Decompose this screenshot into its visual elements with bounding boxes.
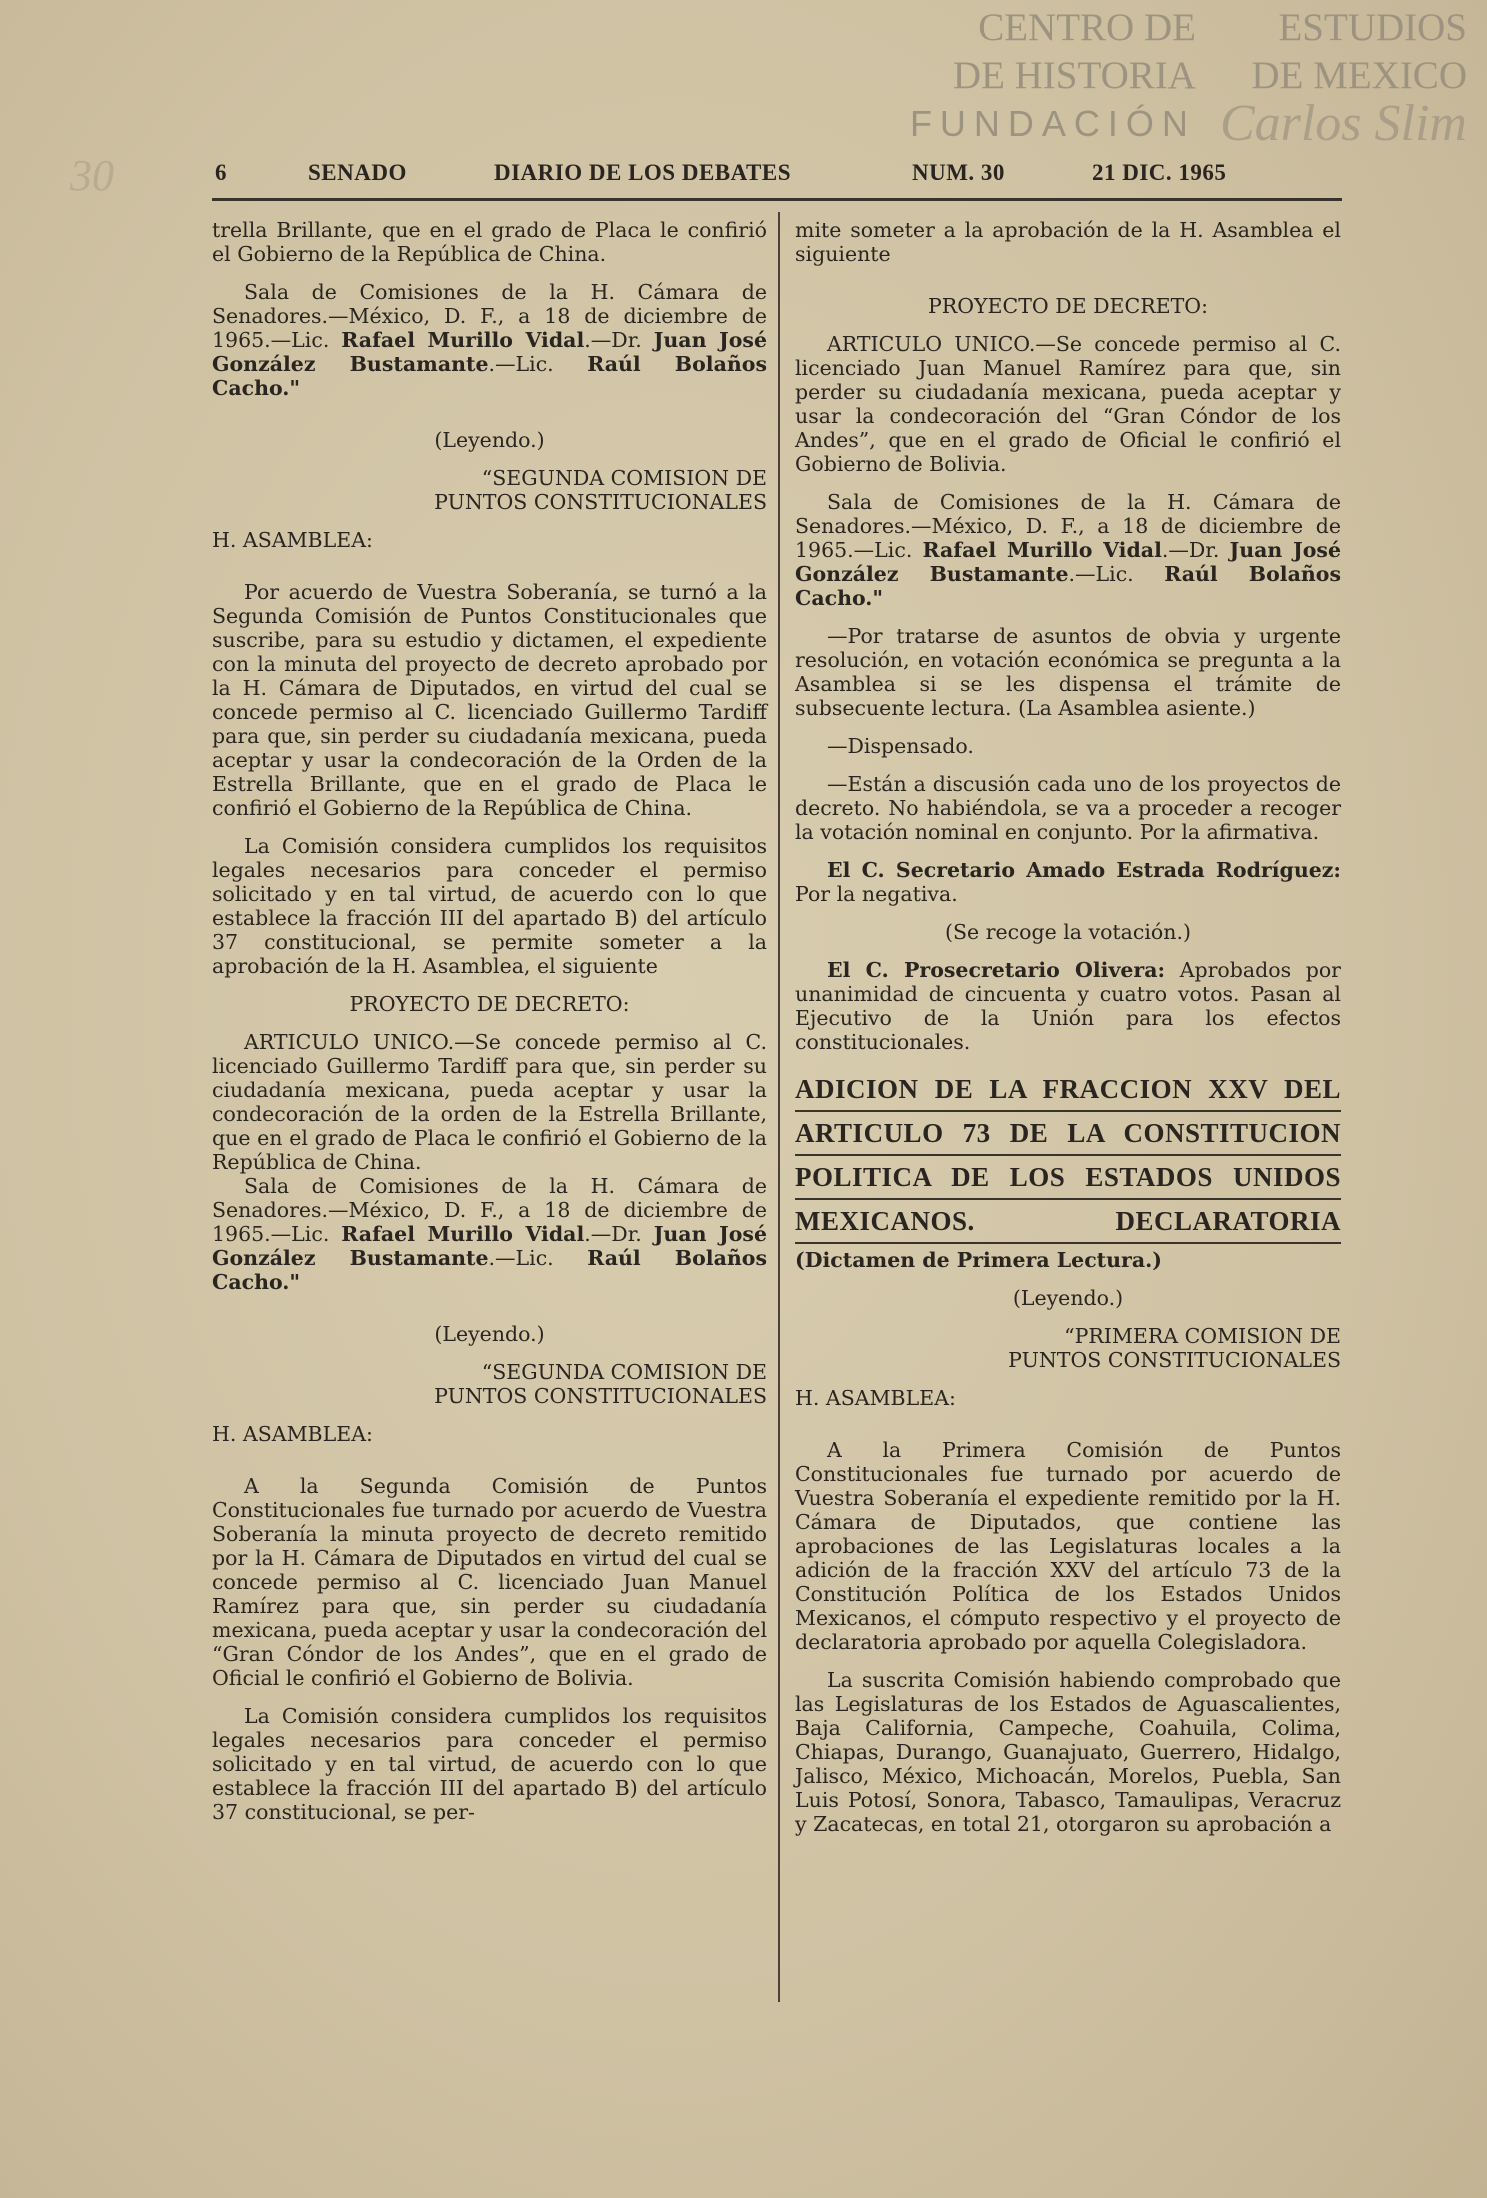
watermark-line: CENTRO DE [978, 6, 1196, 49]
paragraph: —Están a discusión cada uno de los proyectos de decreto. No habiéndola, se va a proceder a recoger la votación nominal en conjunto. Por la afirmativa. [795, 772, 1341, 844]
stage-direction: (Leyendo.) [434, 1322, 545, 1346]
paragraph: La Comisión considera cumplidos los requisitos legales necesarios para conceder el permiso solicitado y en tal virtud, de acuerdo con lo que establece la fracción III del apartado B) del artículo 37 constitucional, se per- [212, 1704, 767, 1824]
running-header [212, 160, 1342, 190]
committee-heading: “PRIMERA COMISION DE PUNTOS CONSTITUCIONALES [1008, 1324, 1341, 1372]
paragraph: ARTICULO UNICO.—Se concede permiso al C. licenciado Guillermo Tardiff para que, sin perder su ciudadanía mexicana, pueda aceptar y usar la condecoración de la orden de la Estrella Brillante, que en el grado de Placa le confirió el Gobierno de la República de China. [212, 1030, 767, 1174]
paragraph: —Dispensado. [827, 734, 974, 758]
header-number: NUM. 30 [912, 160, 1005, 185]
header-rule [212, 198, 1342, 201]
paragraph: mite someter a la aprobación de la H. Asamblea el siguiente [795, 218, 1341, 266]
page-number: 6 [215, 160, 227, 185]
paragraph: A la Segunda Comisión de Puntos Constitucionales fue turnado por acuerdo de Vuestra Soberanía la minuta proyecto de decreto remitido por la H. Cámara de Diputados en virtud del cual se concede permiso al C. licenciado Juan Manuel Ramírez para que, sin perder su ciudadanía mexicana, pueda aceptar y usar la condecoración del “Gran Cóndor de los Andes”, que en el grado de Oficial le confirió el Gobierno de Bolivia. [212, 1474, 767, 1690]
stage-direction: (Se recoge la votación.) [945, 920, 1191, 944]
watermark-line: DE MEXICO [1251, 54, 1467, 97]
decree-heading: PROYECTO DE DECRETO: [927, 294, 1208, 318]
paragraph: ARTICULO UNICO.—Se concede permiso al C. licenciado Juan Manuel Ramírez para que, sin perder su ciudadanía mexicana, pueda aceptar y usar la condecoración del “Gran Cóndor de los Andes”, que en el grado de Oficial le confirió el Gobierno de Bolivia. [795, 332, 1341, 476]
paragraph: La Comisión considera cumplidos los requisitos legales necesarios para conceder el permiso solicitado y en tal virtud, de acuerdo con lo que establece la fracción III del apartado B) del artículo 37 constitucional, se permite someter a la aprobación de la H. Asamblea, el siguiente [212, 834, 767, 978]
signature-paragraph: Sala de Comisiones de la H. Cámara de Senadores.—México, D. F., a 18 de diciembre de 1965.—Lic. Rafael Murillo Vidal.—Dr. Juan José González Bustamante.—Lic. Raúl Bolaños Cacho." [212, 280, 767, 400]
signature-paragraph: Sala de Comisiones de la H. Cámara de Senadores.—México, D. F., a 18 de diciembre de 1965.—Lic. Rafael Murillo Vidal.—Dr. Juan José González Bustamante.—Lic. Raúl Bolaños Cacho." [212, 1174, 767, 1294]
paragraph: trella Brillante, que en el grado de Placa le confirió el Gobierno de la República de China. [212, 218, 767, 266]
salutation: H. ASAMBLEA: [795, 1386, 956, 1410]
section-heading: ADICION DE LA FRACCION XXV DEL ARTICULO 73 DE LA CONSTITUCION POLITICA DE LOS ESTADOS UNIDOS MEXICANOS. DECLARATORIA [795, 1068, 1341, 1244]
watermark-foundation: FUNDACIÓN [909, 103, 1196, 144]
paragraph: —Por tratarse de asuntos de obvia y urgente resolución, en votación económica se pregunta a la Asamblea si se les dispensa el trámite de subsecuente lectura. (La Asamblea asiente.) [795, 624, 1341, 720]
right-column [795, 218, 1341, 1850]
header-title: DIARIO DE LOS DEBATES [494, 160, 792, 185]
header-date: 21 DIC. 1965 [1092, 160, 1227, 185]
watermark-line: ESTUDIOS [1278, 6, 1467, 49]
watermark [909, 4, 1467, 152]
signature-paragraph: Sala de Comisiones de la H. Cámara de Senadores.—México, D. F., a 18 de diciembre de 1965.—Lic. Rafael Murillo Vidal.—Dr. Juan José González Bustamante.—Lic. Raúl Bolaños Cacho." [795, 490, 1341, 610]
stage-direction: (Leyendo.) [434, 428, 545, 452]
left-column [212, 218, 767, 1838]
decree-heading: PROYECTO DE DECRETO: [349, 992, 630, 1016]
watermark-signature: Carlos Slim [1219, 95, 1467, 152]
paragraph: A la Primera Comisión de Puntos Constitucionales fue turnado por acuerdo de Vuestra Soberanía el expediente remitido por la H. Cámara de Diputados, que contiene las aprobaciones de las Legislaturas locales a la adición de la fracción XXV del artículo 73 de la Constitución Política de los Estados Unidos Mexicanos, el cómputo respectivo y el proyecto de declaratoria aprobado por aquella Colegisladora. [795, 1438, 1341, 1654]
header-chamber: SENADO [308, 160, 407, 185]
salutation: H. ASAMBLEA: [212, 1422, 373, 1446]
margin-note: 30 [70, 151, 114, 200]
paragraph: La suscrita Comisión habiendo comprobado que las Legislaturas de los Estados de Aguascalientes, Baja California, Campeche, Coahuila, Colima, Chiapas, Durango, Guanajuato, Guerrero, Hidalgo, Jalisco, México, Michoacán, Morelos, Puebla, San Luis Potosí, Sonora, Tabasco, Tamaulipas, Veracruz y Zacatecas, en total 21, otorgaron su aprobación a [795, 1668, 1341, 1836]
speaker-paragraph: El C. Secretario Amado Estrada Rodríguez: Por la negativa. [795, 858, 1341, 906]
committee-heading: “SEGUNDA COMISION DE PUNTOS CONSTITUCIONALES [434, 1360, 767, 1408]
committee-heading: “SEGUNDA COMISION DE PUNTOS CONSTITUCIONALES [434, 466, 767, 514]
speaker-paragraph: El C. Prosecretario Olivera: Aprobados por unanimidad de cincuenta y cuatro votos. Pasan al Ejecutivo de la Unión para los efectos constitucionales. [795, 958, 1341, 1054]
column-divider [778, 212, 780, 2002]
paragraph: Por acuerdo de Vuestra Soberanía, se turnó a la Segunda Comisión de Puntos Constitucionales que suscribe, para su estudio y dictamen, el expediente con la minuta del proyecto de decreto aprobado por la H. Cámara de Diputados, en virtud del cual se concede permiso al C. licenciado Guillermo Tardiff para que, sin perder su ciudadanía mexicana, pueda aceptar y usar la condecoración de la Orden de la Estrella Brillante, que en el grado de Placa le confirió el Gobierno de la República de China. [212, 580, 767, 820]
salutation: H. ASAMBLEA: [212, 528, 373, 552]
watermark-line: DE HISTORIA [952, 54, 1196, 97]
section-subtitle: (Dictamen de Primera Lectura.) [795, 1248, 1162, 1272]
stage-direction: (Leyendo.) [1012, 1286, 1124, 1310]
